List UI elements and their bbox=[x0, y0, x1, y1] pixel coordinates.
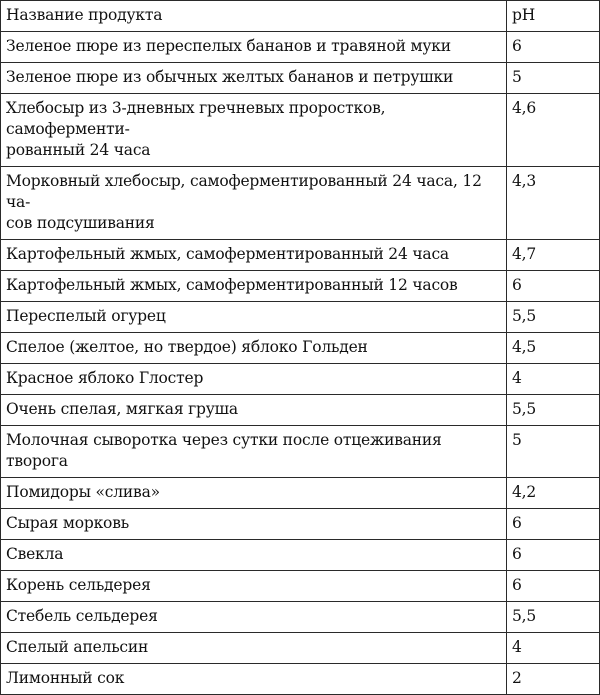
ph-value-cell: 6 bbox=[507, 271, 600, 302]
table-row bbox=[1, 664, 600, 695]
table-row bbox=[1, 167, 600, 240]
ph-value-cell: 5 bbox=[507, 63, 600, 94]
table-row bbox=[1, 271, 600, 302]
product-name-cell: Спелое (желтое, но твердое) яблоко Гольден bbox=[1, 333, 507, 364]
table-row bbox=[1, 571, 600, 602]
ph-value-cell: 4,5 bbox=[507, 333, 600, 364]
ph-value-cell: 4 bbox=[507, 364, 600, 395]
ph-value-cell: 6 bbox=[507, 571, 600, 602]
table-row bbox=[1, 602, 600, 633]
product-name-cell: Помидоры «слива» bbox=[1, 478, 507, 509]
table-row bbox=[1, 94, 600, 167]
product-name-cell: Сырая морковь bbox=[1, 509, 507, 540]
ph-value-cell: 6 bbox=[507, 509, 600, 540]
ph-value-cell: 5,5 bbox=[507, 302, 600, 333]
product-name-cell: Молочная сыворотка через сутки после отцеживания творога bbox=[1, 426, 507, 478]
table-row bbox=[1, 364, 600, 395]
ph-value-cell: 2 bbox=[507, 664, 600, 695]
column-header-product-name: Название продукта bbox=[1, 1, 507, 32]
product-name-line-1: Морковный хлебосыр, самоферментированный 24 часа, 12 ча- bbox=[6, 172, 482, 211]
ph-value-cell: 4,7 bbox=[507, 240, 600, 271]
product-name-cell: Зеленое пюре из обычных желтых бананов и петрушки bbox=[1, 63, 507, 94]
product-name-cell: Переспелый огурец bbox=[1, 302, 507, 333]
table-header-row bbox=[1, 1, 600, 32]
table-row bbox=[1, 426, 600, 478]
product-name-cell bbox=[1, 94, 507, 167]
table-row bbox=[1, 633, 600, 664]
ph-value-cell: 6 bbox=[507, 540, 600, 571]
product-name-cell: Картофельный жмых, самоферментированный 24 часа bbox=[1, 240, 507, 271]
ph-value-cell: 4,2 bbox=[507, 478, 600, 509]
ph-value-cell: 5,5 bbox=[507, 602, 600, 633]
table-row bbox=[1, 540, 600, 571]
product-name-cell: Лимонный сок bbox=[1, 664, 507, 695]
product-name-cell: Зеленое пюре из переспелых бананов и травяной муки bbox=[1, 32, 507, 63]
table-row bbox=[1, 478, 600, 509]
ph-value-cell: 4,3 bbox=[507, 167, 600, 240]
product-name-cell: Стебель сельдерея bbox=[1, 602, 507, 633]
column-header-ph: pH bbox=[507, 1, 600, 32]
ph-value-cell: 5 bbox=[507, 426, 600, 478]
product-name-line-2: рованный 24 часа bbox=[6, 141, 151, 159]
table-row bbox=[1, 32, 600, 63]
ph-value-cell: 6 bbox=[507, 32, 600, 63]
ph-value-cell: 4,6 bbox=[507, 94, 600, 167]
product-name-cell: Картофельный жмых, самоферментированный 12 часов bbox=[1, 271, 507, 302]
product-name-cell: Свекла bbox=[1, 540, 507, 571]
table-row bbox=[1, 240, 600, 271]
product-name-line-2: сов подсушивания bbox=[6, 214, 155, 232]
product-name-line-1: Хлебосыр из 3-дневных гречневых проростков, самоферменти- bbox=[6, 99, 386, 138]
product-name-cell: Очень спелая, мягкая груша bbox=[1, 395, 507, 426]
table-row bbox=[1, 509, 600, 540]
table-row bbox=[1, 333, 600, 364]
product-name-cell: Корень сельдерея bbox=[1, 571, 507, 602]
ph-value-cell: 5,5 bbox=[507, 395, 600, 426]
table-row bbox=[1, 302, 600, 333]
table-row bbox=[1, 63, 600, 94]
product-name-cell bbox=[1, 167, 507, 240]
table-row bbox=[1, 395, 600, 426]
ph-value-cell: 4 bbox=[507, 633, 600, 664]
product-name-cell: Красное яблоко Глостер bbox=[1, 364, 507, 395]
product-name-cell: Спелый апельсин bbox=[1, 633, 507, 664]
